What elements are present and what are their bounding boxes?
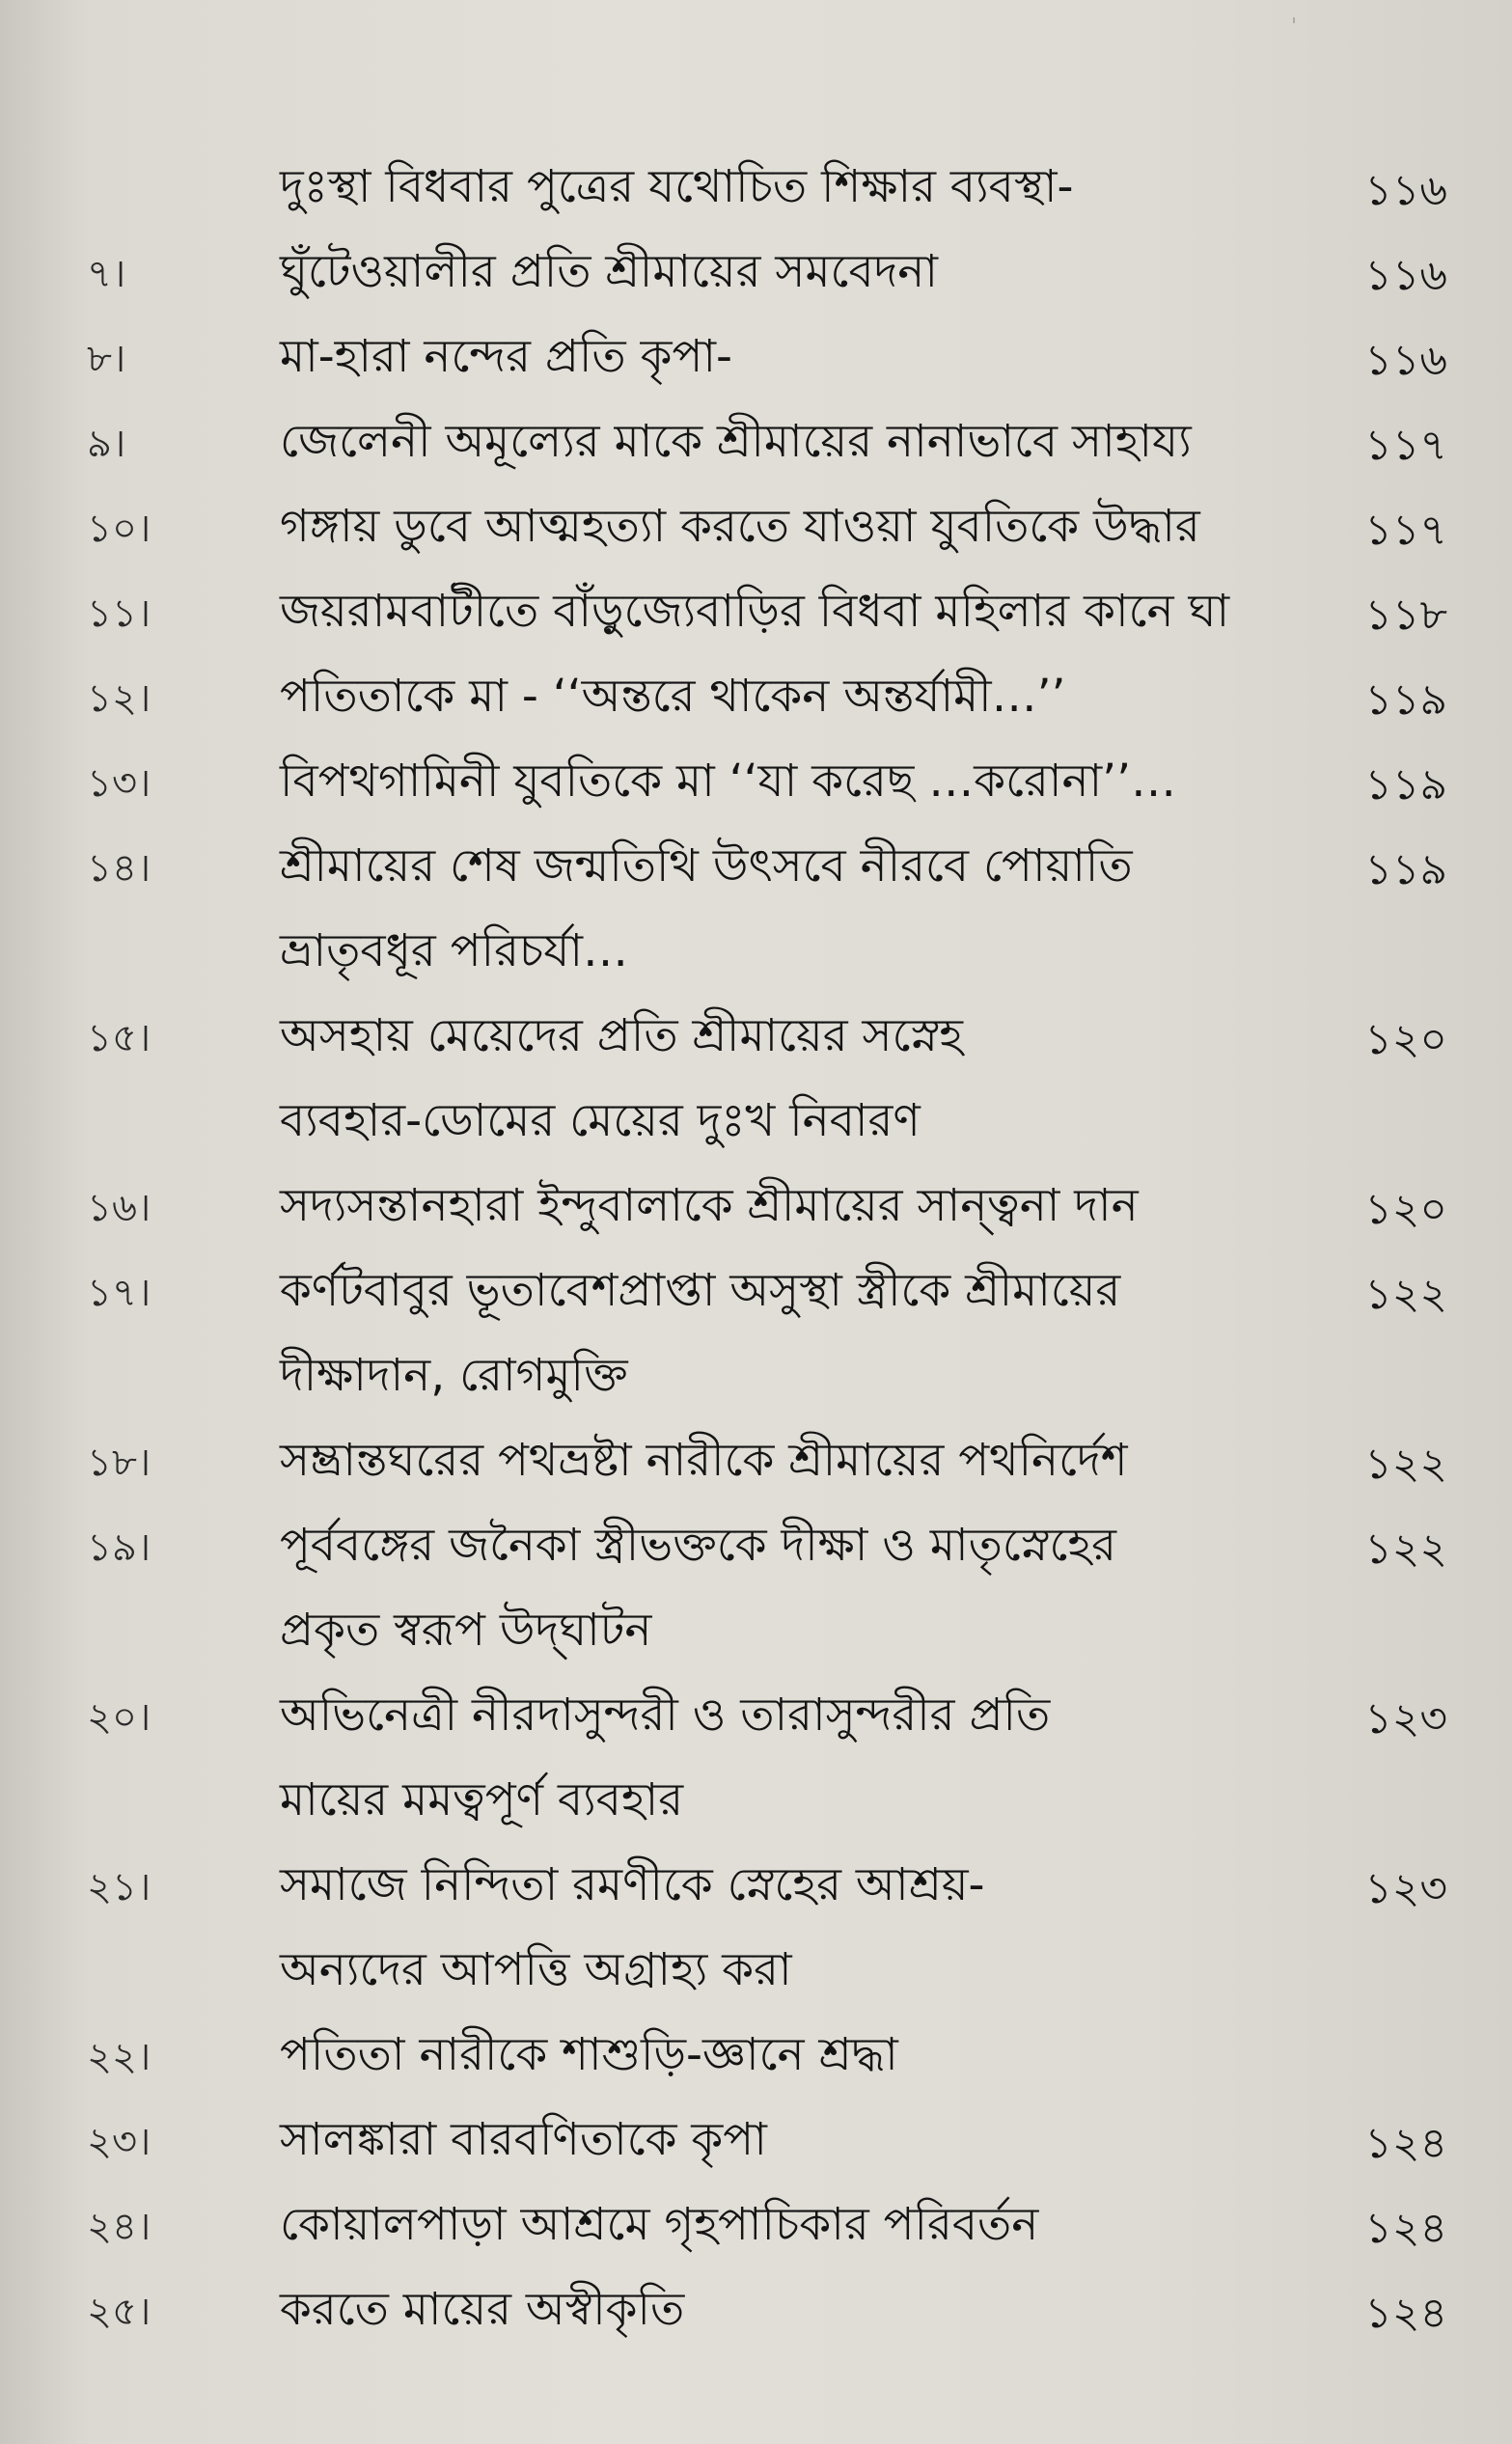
entry-title	[280, 484, 1332, 569]
entry-title	[280, 1843, 1332, 2013]
entry-title-line: মায়ের মমত্বপূর্ণ ব্যবহার	[280, 1773, 684, 1826]
entry-page-number: ১২৪	[1364, 2204, 1447, 2253]
entry-page-number: ১১৯	[1364, 845, 1447, 894]
entry-page-number: ১২২	[1364, 1270, 1447, 1319]
entry-title	[280, 399, 1332, 484]
entry-title	[280, 1164, 1332, 1249]
toc-entry	[68, 315, 1467, 399]
entry-title-line: পতিতাকে মা - ‘‘অন্তরে থাকেন অন্তর্যামী…’’	[280, 670, 1066, 723]
entry-title-line: অভিনেত্রী নীরদাসুন্দরী ও তারাসুন্দরীর প্রতি	[280, 1689, 1051, 1742]
entry-page-number: ১১৮	[1364, 590, 1447, 640]
toc-entry	[68, 484, 1467, 569]
entry-number	[68, 145, 280, 158]
toc-entry	[68, 1673, 1467, 1843]
entry-page-number: ১২০	[1364, 1015, 1447, 1064]
entry-title	[280, 145, 1332, 230]
entry-number: ২২।	[87, 2035, 151, 2079]
entry-page-number: ১২৪	[1364, 2289, 1447, 2338]
entry-title	[280, 230, 1332, 315]
entry-page-number: ১১৬	[1364, 251, 1447, 300]
toc-entry	[68, 145, 1467, 230]
entry-title-line: অসহায় মেয়েদের প্রতি শ্রীমায়ের সস্নেহ	[280, 1009, 963, 1062]
toc-entry	[68, 230, 1467, 315]
entry-page-number: ১২২	[1364, 1524, 1447, 1574]
entry-title-line: সম্ভ্রান্তঘরের পথভ্রষ্টা নারীকে শ্রীমায়ের পথনির্দেশ	[280, 1434, 1128, 1487]
entry-title-line: গঙ্গায় ডুবে আত্মহত্যা করতে যাওয়া যুবতিকে উদ্ধার	[280, 500, 1200, 553]
entry-page-number: ১১৯	[1364, 760, 1447, 810]
entry-page-number	[1332, 2013, 1467, 2026]
entry-page-number: ১১৭	[1364, 506, 1447, 555]
entry-title-line: ভ্রাতৃবধূর পরিচর্যা…	[280, 924, 628, 977]
entry-title-line: সদ্যসন্তানহারা ইন্দুবালাকে শ্রীমায়ের সান্ত্বনা দান	[280, 1179, 1139, 1232]
toc-entry	[68, 1418, 1467, 1503]
entry-title-line: দীক্ষাদান, রোগমুক্তি	[280, 1349, 628, 1402]
toc-entry	[68, 739, 1467, 824]
entry-number: ১১।	[87, 591, 151, 636]
entry-title	[280, 1249, 1332, 1418]
toc-entry	[68, 824, 1467, 994]
entry-title-line: ঘুঁটেওয়ালীর প্রতি শ্রীমায়ের সমবেদনা	[280, 245, 938, 298]
toc-entry	[68, 2183, 1467, 2267]
entry-title	[280, 2098, 1332, 2183]
entry-title-line: ব্যবহার-ডোমের মেয়ের দুঃখ নিবারণ	[280, 1094, 921, 1147]
entry-title	[280, 824, 1332, 994]
toc-entry	[68, 569, 1467, 654]
entry-number: ২০।	[87, 1695, 151, 1740]
entry-title-line: সালঙ্কারা বারবণিতাকে কৃপা	[280, 2113, 767, 2166]
entry-title-line: প্রকৃত স্বরূপ উদ্‌ঘাটন	[280, 1604, 652, 1657]
entry-title	[280, 569, 1332, 654]
toc-entry	[68, 2267, 1467, 2352]
entry-title	[280, 2267, 1332, 2352]
entry-title	[280, 315, 1332, 399]
entry-page-number: ১২০	[1364, 1185, 1447, 1234]
entry-title	[280, 1673, 1332, 1843]
toc-entry	[68, 399, 1467, 484]
entry-number: ২৩।	[87, 2120, 151, 2164]
entry-page-number: ১১৭	[1364, 421, 1447, 470]
toc-entry	[68, 2013, 1467, 2098]
entry-title-line: মা-হারা নন্দের প্রতি কৃপা-	[280, 330, 732, 383]
entry-title-line: বিপথগামিনী যুবতিকে মা ‘‘যা করেছ …করোনা’’…	[280, 755, 1177, 808]
entry-number: ৯।	[87, 422, 126, 466]
entry-title-line: অন্যদের আপত্তি অগ্রাহ্য করা	[280, 1943, 792, 1996]
entry-number: ১২।	[87, 676, 151, 721]
entry-title-line: দুঃস্থা বিধবার পুত্রের যথোচিত শিক্ষার ব্যবস্থা-	[280, 160, 1074, 213]
entry-title	[280, 739, 1332, 824]
toc-entry	[68, 2098, 1467, 2183]
toc-entry	[68, 1249, 1467, 1418]
entry-page-number: ১২৩	[1364, 1864, 1447, 1913]
entry-title-line: কোয়ালপাড়া আশ্রমে গৃহপাচিকার পরিবর্তন	[280, 2198, 1039, 2251]
entry-number: ২৫।	[87, 2290, 151, 2334]
toc-entry	[68, 994, 1467, 1164]
entry-title	[280, 1503, 1332, 1673]
entry-number: ১৭।	[87, 1271, 151, 1315]
table-of-contents	[68, 145, 1467, 2383]
entry-number: ২১।	[87, 1865, 151, 1909]
entry-number: ১৩।	[87, 761, 151, 806]
entry-page-number: ১২৪	[1364, 2119, 1447, 2168]
entry-title	[280, 2183, 1332, 2267]
entry-number: ১৮।	[87, 1441, 151, 1485]
entry-title-line: পূর্ববঙ্গের জনৈকা স্ত্রীভক্তকে দীক্ষা ও মাতৃস্নেহের	[280, 1519, 1116, 1572]
entry-number: ১৪।	[87, 846, 151, 891]
entry-title	[280, 994, 1332, 1164]
entry-title-line: জয়রামবাটীতে বাঁড়ুজ্যেবাড়ির বিধবা মহিলার কানে ঘা	[280, 585, 1230, 638]
entry-number: ২৪।	[87, 2205, 151, 2249]
entry-title	[280, 654, 1332, 739]
pencil-mark	[1293, 17, 1295, 23]
entry-number: ১৫।	[87, 1016, 151, 1060]
toc-entry	[68, 1503, 1467, 1673]
toc-entry	[68, 654, 1467, 739]
entry-number: ৮।	[87, 337, 126, 381]
toc-entry	[68, 1843, 1467, 2013]
entry-title-line: শ্রীমায়ের শেষ জন্মতিথি উৎসবে নীরবে পোয়াতি	[280, 839, 1133, 892]
entry-title	[280, 2013, 1332, 2098]
entry-number: ৭।	[87, 252, 126, 296]
entry-page-number: ১১৬	[1364, 166, 1447, 215]
entry-title-line: জেলেনী অমূল্যের মাকে শ্রীমায়ের নানাভাবে সাহায্য	[280, 415, 1192, 468]
toc-entry	[68, 1164, 1467, 1249]
entry-title-line: পতিতা নারীকে শাশুড়ি-জ্ঞানে শ্রদ্ধা	[280, 2028, 898, 2081]
entry-number: ১৯।	[87, 1525, 151, 1570]
entry-title-line: কর্ণটবাবুর ভূতাবেশপ্রাপ্তা অসুস্থা স্ত্রীকে শ্রীমায়ের	[280, 1264, 1121, 1317]
entry-page-number: ১২৩	[1364, 1694, 1447, 1744]
entry-page-number: ১১৯	[1364, 675, 1447, 725]
entry-title-line: করতে মায়ের অস্বীকৃতি	[280, 2283, 685, 2336]
entry-title-line: সমাজে নিন্দিতা রমণীকে স্নেহের আশ্রয়-	[280, 1858, 985, 1911]
entry-number: ১৬।	[87, 1186, 151, 1230]
entry-number: ১০।	[87, 507, 151, 551]
entry-page-number: ১২২	[1364, 1440, 1447, 1489]
entry-page-number: ১১৬	[1364, 336, 1447, 385]
entry-title	[280, 1418, 1332, 1503]
